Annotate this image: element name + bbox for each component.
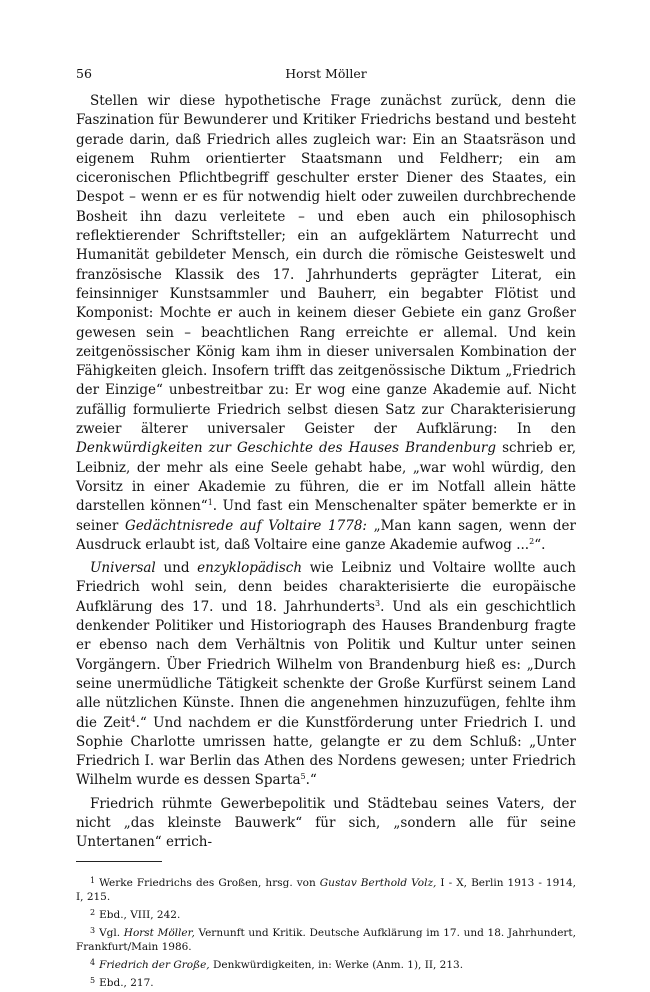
text-run: . Und fast ein Menschenalter später bemerkte er in seiner	[76, 498, 576, 534]
text-run: und	[155, 560, 198, 577]
paragraph	[76, 559, 576, 791]
italic-text: enzyklopädisch	[197, 560, 303, 577]
footnote-number: 1	[90, 875, 96, 885]
text-run: Denkwürdigkeiten, in: Werke (Anm. 1), II, 213.	[209, 958, 464, 971]
text-run: schrieb er, Leibniz, der mehr als eine Seele gehabt habe, „war wohl würdig, den Vorsitz in einer Akademie zu führen, die er im Notfall allein hätte darstellen können“	[76, 440, 576, 515]
footnote	[76, 974, 576, 990]
footnote-reference: 4	[130, 714, 136, 724]
paragraph	[76, 92, 576, 555]
text-run: .“ Und nachdem er die Kunstförderung unter Friedrich I. und Sophie Charlotte umrissen hatte, gelangte er zu dem Schluß: „Unter Friedrich I. war Berlin das Athen des Nordens gewesen; unter Friedrich Wilhelm wurde es dessen Sparta	[76, 714, 576, 789]
page-number: 56	[76, 66, 92, 81]
footnote	[76, 874, 576, 904]
italic-text: Gedächtnisrede auf Voltaire 1778:	[125, 517, 367, 534]
text-run: I - X, Berlin 1913 - 1914, I, 215.	[76, 876, 576, 903]
footnote-reference: 2	[529, 536, 535, 546]
text-run: “.	[534, 536, 546, 553]
footnote-number: 2	[90, 907, 96, 917]
italic-text: Horst Möller,	[123, 926, 195, 939]
text-run: Ebd., VIII, 242.	[99, 908, 181, 921]
footnote	[76, 924, 576, 954]
text-run: . Und als ein geschichtlich denkender Politiker und Historiograph des Hauses Brandenburg fragte er ebenso nach dem Verhältnis von Politik und Kultur unter seinen Vorgängern. Über Friedrich Wilhelm von Brandenburg hieß es: „Durch seine unermüdliche Tätigkeit schenkte der Große Kurfürst seinem Land alle nützlichen Künste. Ihnen die angenehmen hinzuzufügen, fehlte ihm die Zeit	[76, 598, 576, 731]
running-header	[76, 62, 576, 86]
footnote-number: 5	[90, 975, 96, 985]
body-text	[76, 92, 576, 853]
footnotes	[76, 874, 576, 990]
footnote-divider	[76, 861, 162, 862]
book-page	[76, 62, 576, 992]
footnote-reference: 3	[375, 598, 381, 608]
italic-text: Denkwürdigkeiten zur Geschichte des Hauses Brandenburg	[76, 440, 496, 457]
text-run: wie Leibniz und Voltaire wollte auch Friedrich wohl sein, denn beides charakterisierte die europäische Aufklärung des 17. und 18. Jahrhunderts	[76, 560, 576, 615]
text-run: Werke Friedrichs des Großen, hrsg. von	[99, 876, 320, 889]
italic-text: Gustav Berthold Volz,	[319, 876, 437, 889]
text-run: „Man kann sagen, wenn der Ausdruck erlaubt ist, daß Voltaire eine ganze Akademie aufwog ...	[76, 517, 576, 553]
italic-text: Universal	[90, 560, 156, 577]
footnote-number: 3	[90, 925, 96, 935]
footnote-number: 4	[90, 957, 96, 967]
text-run: Stellen wir diese hypothetische Frage zunächst zurück, denn die Faszination für Bewunderer und Kritiker Friedrichs bestand und besteht gerade darin, daß Friedrich alles zugleich war: Ein an Staatsräson und eigenem Ruhm orientierter Staatsmann und Feldherr; ein am ciceronischen Pflichtbegriff geschulter erster Diener des Staates, ein Despot – wenn er es für notwendig hielt oder zuweilen durchbrechende Bosheit ihn dazu verleitete – und eben auch ein philosophisch reflektierender Schriftsteller; ein an aufgeklärtem Naturrecht und Humanität gebildeter Mensch, ein durch die römische Geisteswelt und französische Klassik des 17. Jahrhunderts geprägter Literat, ein feinsinniger Kunstsammler und Bauherr, ein begabter Flötist und Komponist: Mochte er auch in keinem dieser Gebiete ein ganz Großer gewesen sein – beachtlichen Rang erreichte er allemal. Und kein zeitgenössischer König kam ihm in dieser universalen Kombination der Fähigkeiten gleich. Insofern trifft das zeitgenössische Diktum „Friedrich der Einzige“ unbestreitbar zu: Er wog eine ganze Akademie auf. Nicht zufällig formulierte Friedrich selbst diesen Satz zur Charakterisierung zweier älterer universaler Geister der Aufklärung: In den	[76, 93, 576, 438]
italic-text: Friedrich der Große,	[99, 958, 210, 971]
text-run: Friedrich rühmte Gewerbepolitik und Städtebau seines Vaters, der nicht „das kleinste Bauwerk“ für sich, „sondern alle für seine Untertanen“ errich-	[76, 795, 576, 851]
footnote-reference: 5	[300, 772, 306, 782]
running-head-author: Horst Möller	[285, 66, 367, 81]
text-run: .“	[305, 772, 317, 789]
text-run: Vgl.	[99, 926, 124, 939]
footnote-reference: 1	[207, 498, 213, 508]
paragraph	[76, 795, 576, 853]
text-run: Vernunft und Kritik. Deutsche Aufklärung im 17. und 18. Jahrhundert, Frankfurt/Main 1986.	[76, 926, 576, 953]
text-run: Ebd., 217.	[99, 976, 154, 989]
footnote	[76, 956, 576, 972]
footnote	[76, 906, 576, 922]
